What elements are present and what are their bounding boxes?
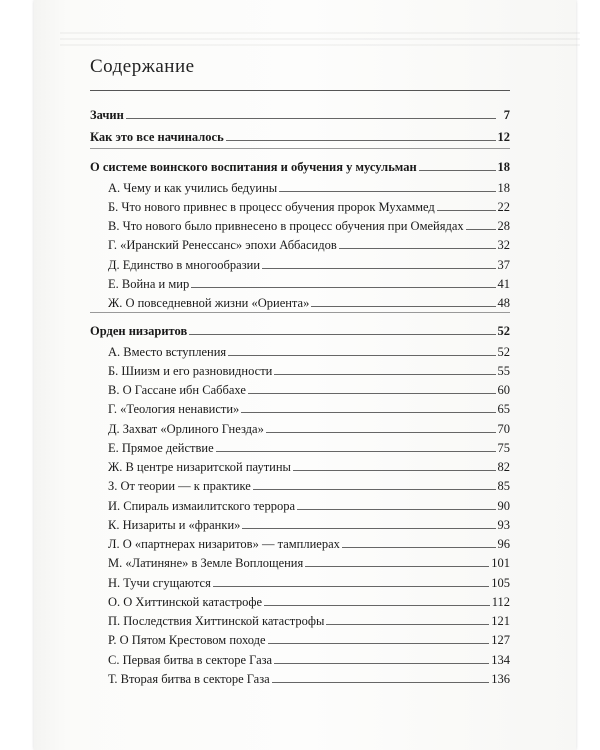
toc-page-number: 127: [491, 633, 510, 647]
toc-entry-title: Б. Что нового привнес в процесс обучения пророк Мухаммед: [108, 200, 435, 214]
toc-chapter-entry: [90, 102, 510, 122]
toc-page-number: 85: [497, 479, 510, 493]
toc-page-number: 90: [497, 499, 510, 513]
toc-leader-line: [437, 210, 496, 211]
toc-leader-line: [241, 412, 495, 413]
toc-entry-title: Как это все начиналось: [90, 130, 224, 144]
toc-entry-title: Д. Захват «Орлиного Гнезда»: [108, 422, 264, 436]
toc-page-number: 18: [497, 181, 510, 195]
toc-leader-line: [279, 191, 495, 192]
toc-leader-line: [326, 624, 489, 625]
toc-leader-line: [262, 268, 495, 269]
toc-page-number: 121: [491, 614, 510, 628]
toc-page-number: 70: [497, 422, 510, 436]
toc-entry-title: В. Что нового было привнесено в процесс обучения при Омейядах: [108, 219, 464, 233]
toc-leader-line: [228, 355, 495, 356]
toc-page-number: 48: [497, 296, 510, 310]
title-rule: [90, 90, 510, 91]
toc-page-number: 60: [497, 383, 510, 397]
toc-section-entry: [108, 213, 510, 233]
toc-leader-line: [274, 663, 489, 664]
toc-entry-title: С. Первая битва в секторе Газа: [108, 653, 273, 667]
toc-entry-title: Ж. В центре низаритской паутины: [108, 460, 291, 474]
toc-leader-line: [274, 374, 495, 375]
toc-page-number: 93: [497, 518, 510, 532]
toc-section-entry: [108, 271, 510, 291]
toc-section-entry: [108, 647, 510, 667]
toc-leader-line: [297, 509, 495, 510]
toc-leader-line: [305, 566, 489, 567]
toc-entry-title: О системе воинского воспитания и обучения у мусульман: [90, 160, 417, 174]
toc-leader-line: [339, 248, 496, 249]
toc-section-entry: [108, 512, 510, 532]
section-divider: [90, 312, 510, 313]
toc-section-entry: [108, 377, 510, 397]
toc-page-number: 12: [497, 130, 510, 144]
toc-entry-title: Орден низаритов: [90, 324, 188, 338]
toc-entry-title: Г. «Теология ненависти»: [108, 402, 240, 416]
toc-section-entry: [108, 454, 510, 474]
toc-section-entry: [108, 396, 510, 416]
toc-page-number: 37: [497, 258, 510, 272]
toc-page-number: 22: [497, 200, 510, 214]
toc-page-number: 82: [497, 460, 510, 474]
toc-chapter-entry: [90, 154, 510, 174]
toc-leader-line: [466, 229, 496, 230]
toc-page-number: 75: [497, 441, 510, 455]
toc-leader-line: [248, 393, 496, 394]
toc-entry-title: Р. О Пятом Крестовом походе: [108, 633, 266, 647]
toc-section-entry: [108, 531, 510, 551]
toc-section-entry: [108, 473, 510, 493]
toc-page-number: 101: [491, 556, 510, 570]
toc-entry-title: И. Спираль измаилитского террора: [108, 499, 296, 513]
toc-page-number: 136: [491, 672, 510, 686]
toc-entry-title: П. Последствия Хиттинской катастрофы: [108, 614, 325, 628]
toc-leader-line: [191, 287, 495, 288]
toc-entry-title: Т. Вторая битва в секторе Газа: [108, 672, 270, 686]
toc-leader-line: [126, 118, 496, 119]
toc-section-entry: [108, 666, 510, 686]
toc-chapter-entry: [90, 318, 510, 338]
toc-page-number: 41: [497, 277, 510, 291]
toc-page-number: 7: [503, 108, 510, 122]
toc-entry-title: Д. Единство в многообразии: [108, 258, 261, 272]
toc-leader-line: [242, 528, 495, 529]
toc-section-entry: [108, 589, 510, 609]
toc-chapter-entry: [90, 124, 510, 144]
toc-page-number: 134: [491, 653, 510, 667]
toc-entry-title: Н. Тучи сгущаются: [108, 576, 211, 590]
toc-section-entry: [108, 194, 510, 214]
toc-entry-title: В. О Гассане ибн Саббахе: [108, 383, 246, 397]
toc-page-number: 105: [491, 576, 510, 590]
toc-section-entry: [108, 358, 510, 378]
toc-section-entry: [108, 175, 510, 195]
toc-page-number: 96: [497, 537, 510, 551]
toc-section-entry: [108, 570, 510, 590]
toc-entry-title: А. Чему и как учились бедуины: [108, 181, 278, 195]
section-divider: [90, 148, 510, 149]
toc-leader-line: [268, 643, 490, 644]
toc-page-number: 18: [497, 160, 510, 174]
toc-page-number: 65: [497, 402, 510, 416]
toc-entry-title: Ж. О повседневной жизни «Ориента»: [108, 296, 310, 310]
toc-entry-title: Г. «Иранский Ренессанс» эпохи Аббасидов: [108, 238, 337, 252]
toc-leader-line: [189, 334, 495, 335]
toc-entry-title: Б. Шиизм и его разновидности: [108, 364, 273, 378]
toc-leader-line: [216, 451, 496, 452]
toc-section-entry: [108, 493, 510, 513]
toc-page-number: 52: [497, 345, 510, 359]
bleed-through-text: [60, 28, 580, 46]
toc-leader-line: [226, 140, 496, 141]
toc-entry-title: О. О Хиттинской катастрофе: [108, 595, 263, 609]
toc-section-entry: [108, 627, 510, 647]
toc-page-number: 28: [497, 219, 510, 233]
toc-leader-line: [419, 170, 496, 171]
toc-entry-title: Е. Прямое действие: [108, 441, 214, 455]
toc-entry-title: М. «Латиняне» в Земле Воплощения: [108, 556, 304, 570]
toc-leader-line: [311, 306, 495, 307]
toc-section-entry: [108, 339, 510, 359]
toc-page-number: 52: [497, 324, 510, 338]
toc-leader-line: [253, 489, 496, 490]
toc-entry-title: А. Вместо вступления: [108, 345, 227, 359]
toc-entry-title: Зачин: [90, 108, 124, 122]
page-title: Содержание: [90, 56, 195, 77]
toc-section-entry: [108, 232, 510, 252]
toc-section-entry: [108, 290, 510, 310]
toc-entry-title: Л. О «партнерах низаритов» — тамплиерах: [108, 537, 340, 551]
toc-entry-title: З. От теории — к практике: [108, 479, 251, 493]
toc-leader-line: [266, 432, 496, 433]
toc-page-number: 112: [491, 595, 510, 609]
toc-section-entry: [108, 608, 510, 628]
toc-leader-line: [264, 605, 490, 606]
toc-section-entry: [108, 550, 510, 570]
toc-entry-title: Е. Война и мир: [108, 277, 190, 291]
toc-section-entry: [108, 416, 510, 436]
toc-page-number: 32: [497, 238, 510, 252]
toc-page-number: 55: [497, 364, 510, 378]
toc-section-entry: [108, 252, 510, 272]
toc-entry-title: К. Низариты и «франки»: [108, 518, 241, 532]
toc-leader-line: [272, 682, 490, 683]
toc-leader-line: [213, 586, 489, 587]
toc-section-entry: [108, 435, 510, 455]
toc-leader-line: [293, 470, 496, 471]
toc-leader-line: [342, 547, 496, 548]
